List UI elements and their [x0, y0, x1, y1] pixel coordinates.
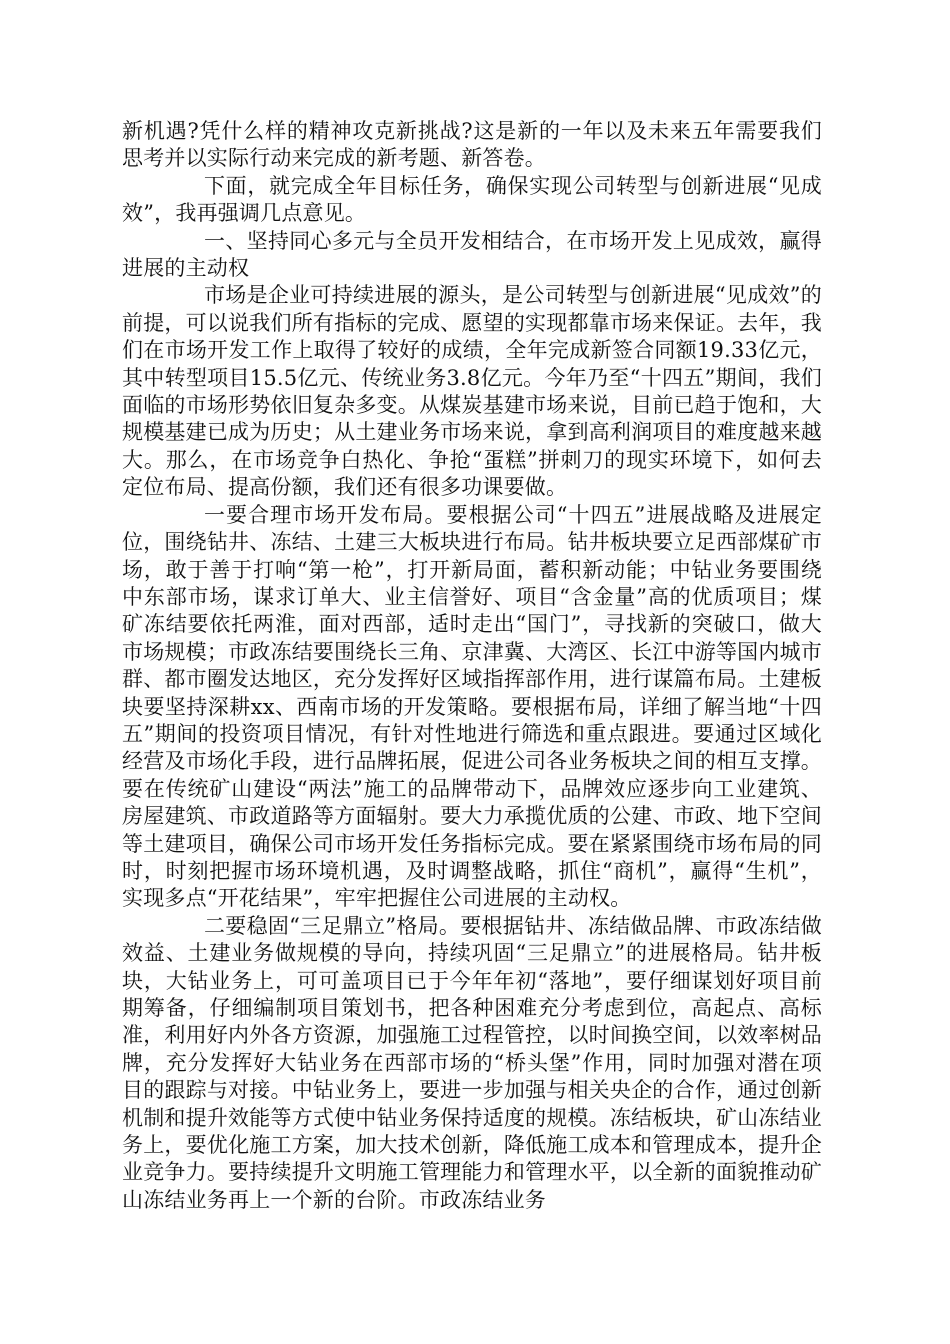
- paragraph-layout: 一要合理市场开发布局。要根据公司“十四五”进展战略及进展定位，围绕钻井、冻结、土建三大板块进行布局。钻井板块要立足西部煤矿市场，敢于善于打响“第一枪”，打开新局面，蓄积新动能；中钻业务要围绕中东部市场，谋求订单大、业主信誉好、项目“含金量”高的优质项目；煤矿冻结要依托两淮，面对西部，适时走出“国门”，寻找新的突破口，做大市场规模；市政冻结要围绕长三角、京津冀、大湾区、长江中游等国内城市群、都市圈发达地区，充分发挥好区域指挥部作用，进行谋篇布局。土建板块要坚持深耕xx、西南市场的开发策略。要根据布局，详细了解当地“十四五”期间的投资项目情况，有针对性地进行筛选和重点跟进。要通过区域化经营及市场化手段，进行品牌拓展，促进公司各业务板块之间的相互支撑。要在传统矿山建设“两法”施工的品牌带动下，品牌效应逐步向工业建筑、房屋建筑、市政道路等方面辐射。要大力承揽优质的公建、市政、地下空间等土建项目，确保公司市场开发任务指标完成。要在紧紧围绕市场布局的同时，时刻把握市场环境机遇，及时调整战略，抓住“商机”，赢得“生机”，实现多点“开花结果”，牢牢把握住公司进展的主动权。: [122, 502, 822, 911]
- document-body: [122, 118, 822, 1214]
- paragraph-continuation: 新机遇?凭什么样的精神攻克新挑战?这是新的一年以及未来五年需要我们思考并以实际行动来完成的新考题、新答卷。: [122, 119, 822, 171]
- paragraph-market: 市场是企业可持续进展的源头，是公司转型与创新进展“见成效”的前提，可以说我们所有指标的完成、愿望的实现都靠市场来保证。去年，我们在市场开发工作上取得了较好的成绩，全年完成新签合同额19.33亿元，其中转型项目15.5亿元、传统业务3.8亿元。今年乃至“十四五”期间，我们面临的市场形势依旧复杂多变。从煤炭基建市场来说，目前已趋于饱和，大规模基建已成为历史；从土建业务市场来说，拿到高利润项目的难度越来越大。那么，在市场竞争白热化、争抢“蛋糕”拼刺刀的现实环境下，如何去定位布局、提高份额，我们还有很多功课要做。: [122, 283, 822, 500]
- section-heading: 一、坚持同心多元与全员开发相结合，在市场开发上见成效，赢得进展的主动权: [122, 228, 822, 281]
- paragraph-intro: 下面，就完成全年目标任务，确保实现公司转型与创新进展“见成效”，我再强调几点意见。: [122, 173, 822, 226]
- paragraph-pattern: 二要稳固“三足鼎立”格局。要根据钻井、冻结做品牌、市政冻结做效益、土建业务做规模的导向，持续巩固“三足鼎立”的进展格局。钻井板块，大钻业务上，可可盖项目已于今年年初“落地”，要仔细谋划好项目前期筹备，仔细编制项目策划书，把各种困难充分考虑到位，高起点、高标准，利用好内外各方资源，加强施工过程管控，以时间换空间，以效率树品牌，充分发挥好大钻业务在西部市场的“桥头堡”作用，同时加强对潜在项目的跟踪与对接。中钻业务上，要进一步加强与相关央企的合作，通过创新机制和提升效能等方式使中钻业务保持适度的规模。冻结板块，矿山冻结业务上，要优化施工方案，加大技术创新，降低施工成本和管理成本，提升企业竞争力。要持续提升文明施工管理能力和管理水平，以全新的面貌推动矿山冻结业务再上一个新的台阶。市政冻结业务: [122, 913, 822, 1212]
